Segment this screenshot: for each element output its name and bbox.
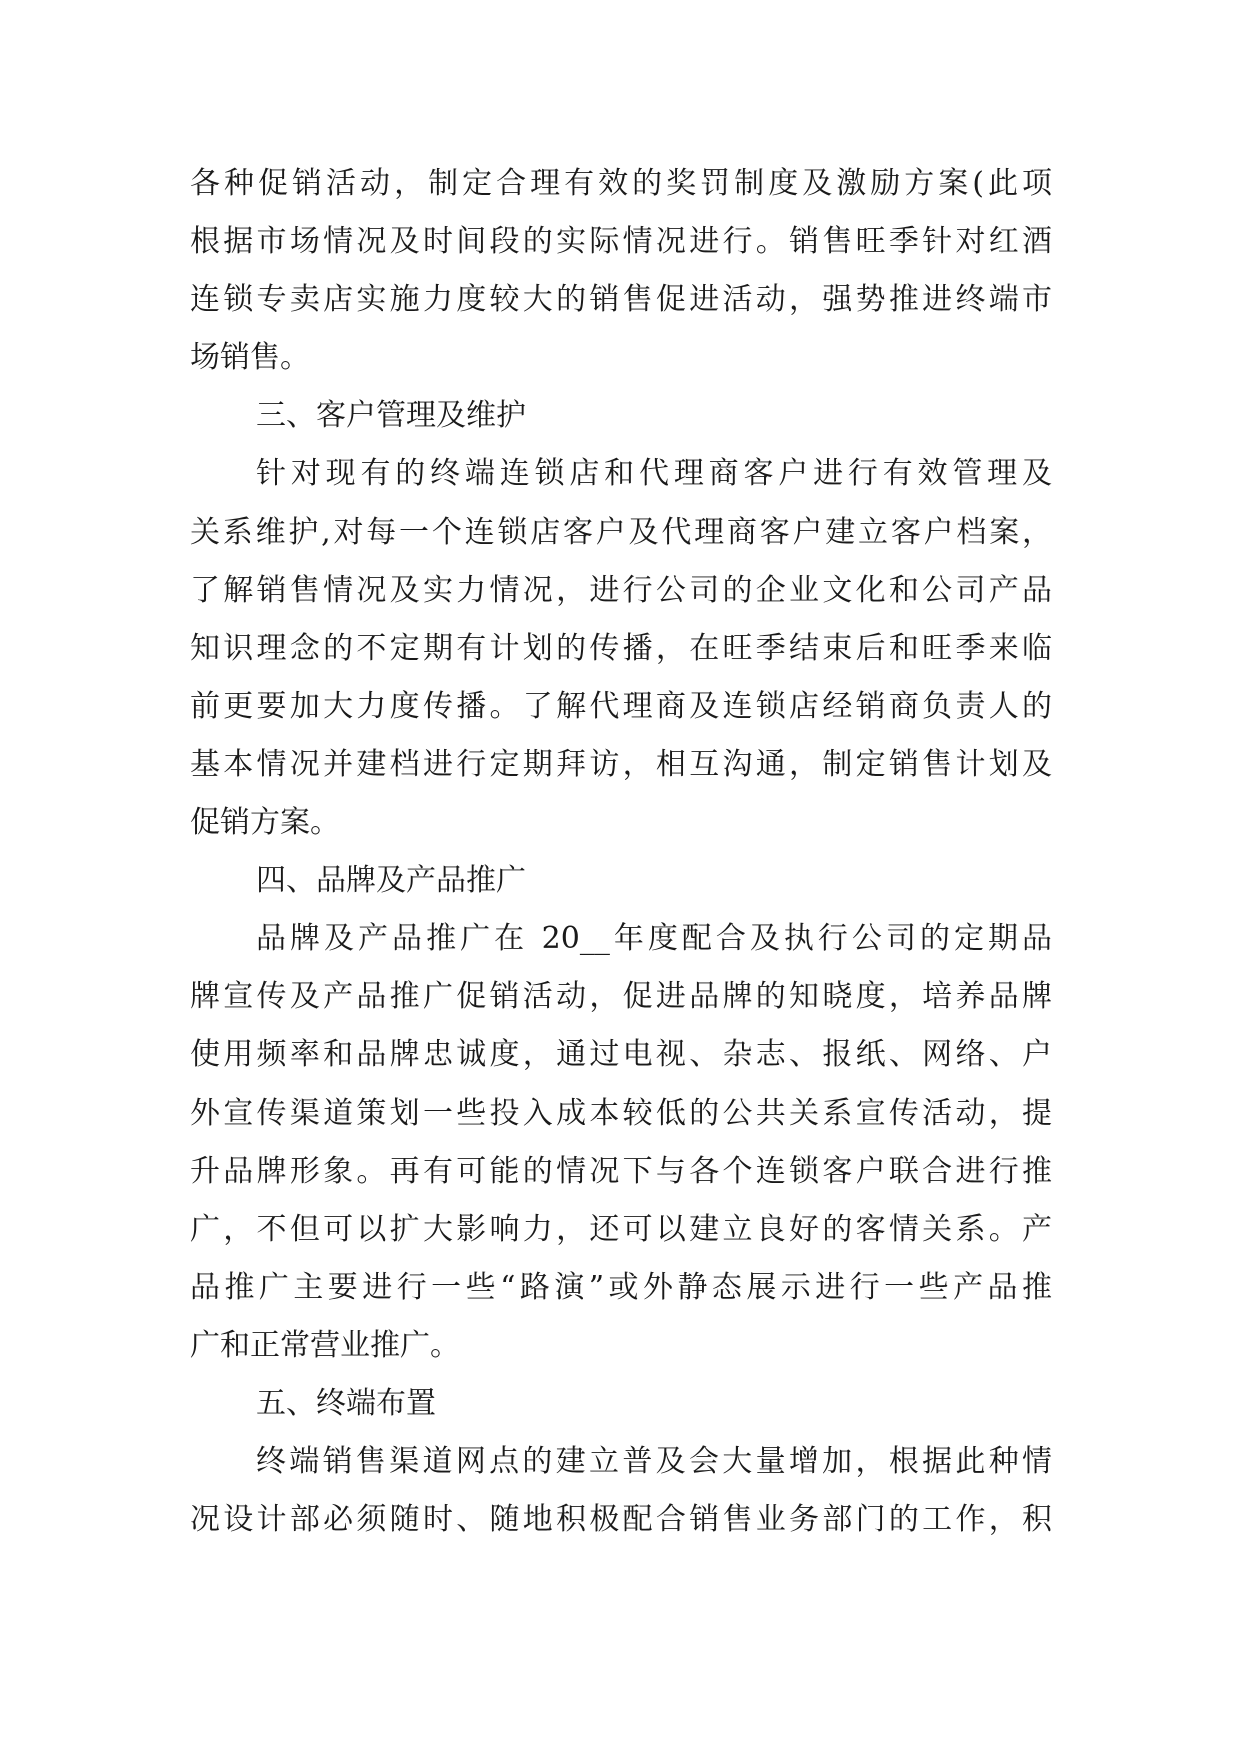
paragraph-line: 场销售。 bbox=[190, 340, 310, 376]
paragraph-line: 终端销售渠道网点的建立普及会大量增加，根据此种情 bbox=[256, 1444, 1052, 1480]
section-heading-brand-promotion: 四、品牌及产品推广 bbox=[256, 863, 526, 899]
paragraph-line: 基本情况并建档进行定期拜访，相互沟通，制定销售计划及 bbox=[190, 746, 1052, 782]
paragraph-line: 外宣传渠道策划一些投入成本较低的公共关系宣传活动，提 bbox=[190, 1095, 1052, 1131]
paragraph-line: 知识理念的不定期有计划的传播，在旺季结束后和旺季来临 bbox=[190, 630, 1052, 666]
paragraph-line: 各种促销活动，制定合理有效的奖罚制度及激励方案(此项 bbox=[190, 166, 1052, 201]
paragraph-line: 根据市场情况及时间段的实际情况进行。销售旺季针对红酒 bbox=[190, 224, 1052, 260]
paragraph-line: 使用频率和品牌忠诚度，通过电视、杂志、报纸、网络、户 bbox=[190, 1037, 1052, 1073]
paragraph-line: 况设计部必须随时、随地积极配合销售业务部门的工作，积 bbox=[190, 1502, 1052, 1538]
section-heading-terminal-layout: 五、终端布置 bbox=[256, 1385, 436, 1421]
paragraph-line: 品牌及产品推广在 20__年度配合及执行公司的定期品 bbox=[256, 921, 1052, 957]
paragraph-line: 广和正常营业推广。 bbox=[190, 1327, 460, 1363]
paragraph-line: 广，不但可以扩大影响力，还可以建立良好的客情关系。产 bbox=[190, 1211, 1052, 1247]
paragraph-line: 品推广主要进行一些“路演”或外静态展示进行一些产品推 bbox=[190, 1269, 1052, 1305]
section-heading-customer-management: 三、客户管理及维护 bbox=[256, 398, 526, 434]
document-body bbox=[190, 155, 1052, 1549]
paragraph-line: 升品牌形象。再有可能的情况下与各个连锁客户联合进行推 bbox=[190, 1153, 1052, 1189]
paragraph-line: 牌宣传及产品推广促销活动，促进品牌的知晓度，培养品牌 bbox=[190, 979, 1052, 1015]
paragraph-line: 关系维护,对每一个连锁店客户及代理商客户建立客户档案， bbox=[190, 514, 1052, 550]
paragraph-line: 前更要加大力度传播。了解代理商及连锁店经销商负责人的 bbox=[190, 688, 1052, 724]
paragraph-line: 针对现有的终端连锁店和代理商客户进行有效管理及 bbox=[256, 456, 1052, 492]
paragraph-line: 了解销售情况及实力情况，进行公司的企业文化和公司产品 bbox=[190, 572, 1052, 608]
paragraph-line: 促销方案。 bbox=[190, 805, 340, 841]
paragraph-line: 连锁专卖店实施力度较大的销售促进活动，强势推进终端市 bbox=[190, 282, 1052, 318]
